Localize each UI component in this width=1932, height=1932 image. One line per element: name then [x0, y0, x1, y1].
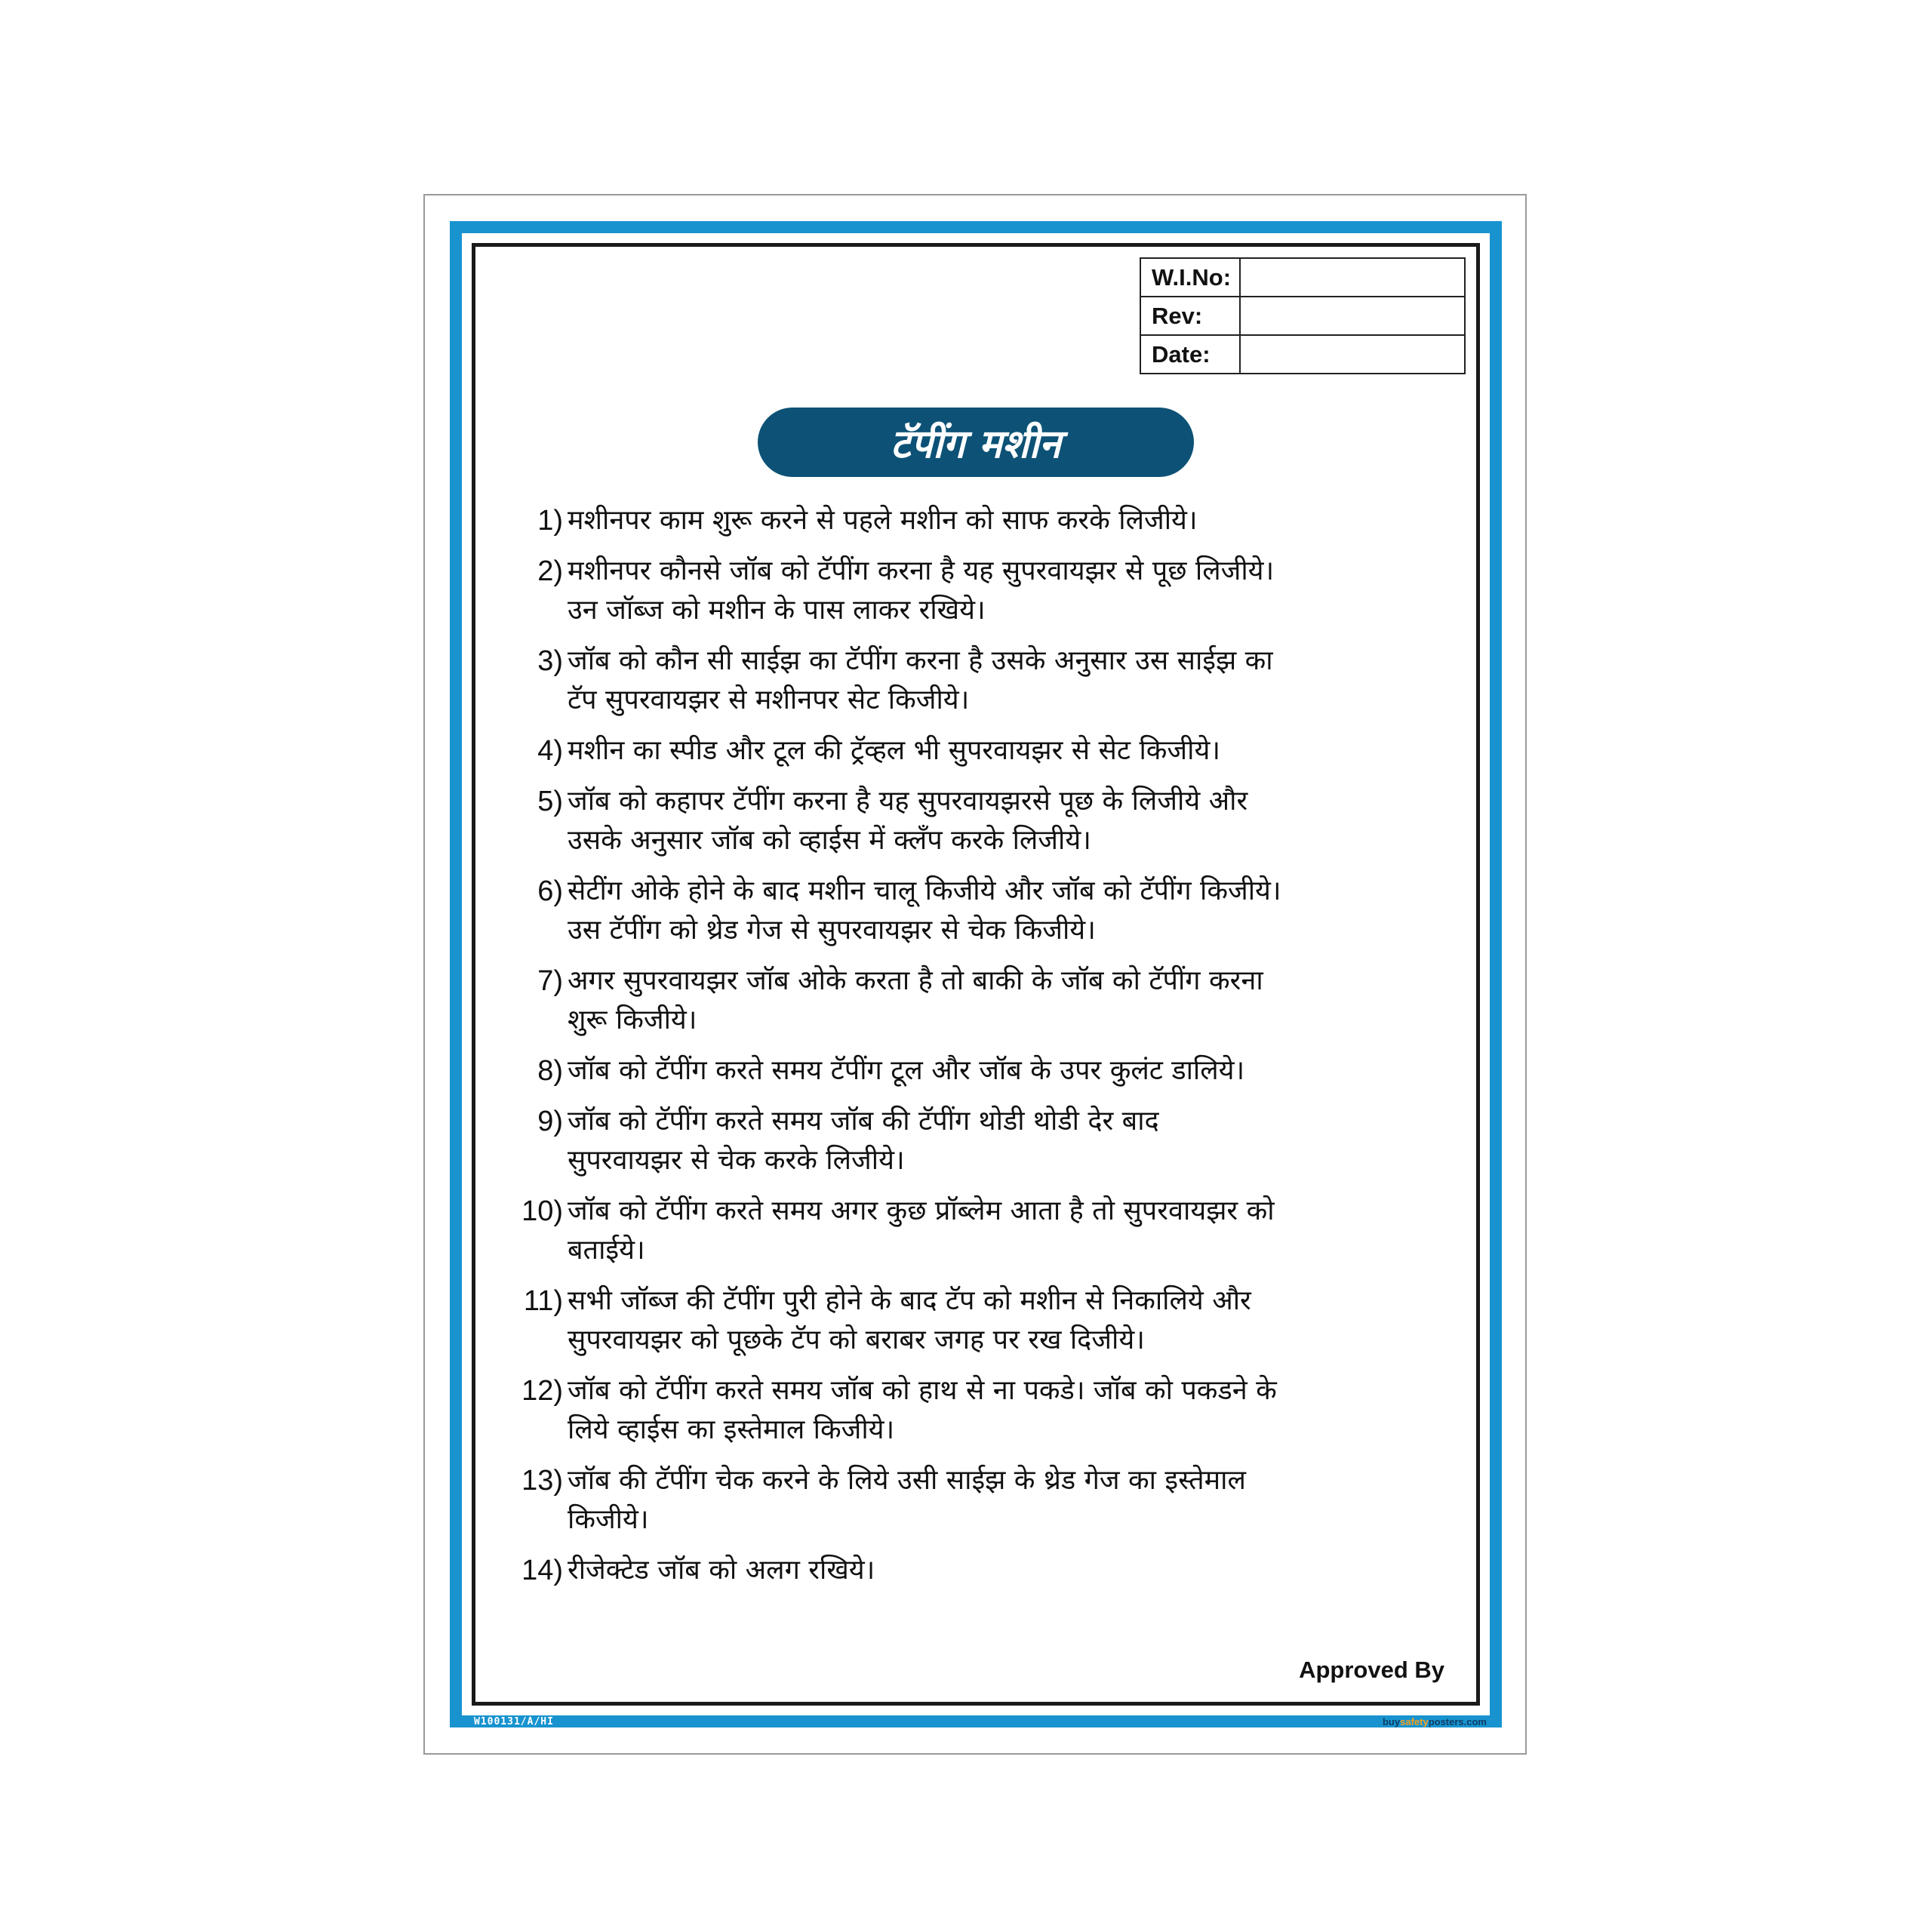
site-suffix: posters.com: [1428, 1716, 1487, 1727]
item-number: 4): [537, 735, 563, 767]
item-number: 14): [521, 1555, 563, 1586]
item-text: मशीनपर काम शुरू करने से पहले मशीन को साफ करके लिजीये।: [568, 505, 1198, 536]
item-text: जॉब को टॅपींग करते समय जॉब की टॅपींग थोडी थोडी देर बाद सुपरवायझर से चेक करके लिजीये।: [568, 1106, 1159, 1176]
instruction-list: [498, 501, 1449, 1601]
list-item: [498, 1371, 1449, 1450]
list-item: [498, 552, 1449, 630]
wi-no-value: [1240, 258, 1465, 297]
date-value: [1240, 335, 1465, 374]
page-title: टॅपींग मशीन: [891, 421, 1061, 467]
date-row: [1140, 335, 1465, 374]
work-instruction-info-table: [1140, 257, 1466, 374]
item-text: मशीन का स्पीड और टूल की ट्रॅव्हल भी सुपरवायझर से सेट किजीये।: [568, 735, 1220, 766]
list-item: [498, 1051, 1449, 1091]
site-prefix: buy: [1382, 1716, 1401, 1727]
item-text: रीजेक्टेड जॉब को अलग रखिये।: [568, 1555, 875, 1586]
item-text: अगर सुपरवायझर जॉब ओके करता है तो बाकी के जॉब को टॅपींग करना शुरू किजीये।: [568, 965, 1263, 1035]
item-number: 2): [537, 555, 563, 587]
item-number: 1): [537, 505, 563, 537]
approved-by-label: Approved By: [1299, 1657, 1444, 1683]
item-number: 3): [537, 645, 563, 677]
list-item: [498, 1461, 1449, 1540]
list-item: [498, 961, 1449, 1040]
item-text: सभी जॉब्ज की टॅपींग पुरी होने के बाद टॅप को मशीन से निकालिये और सुपरवायझर को पूछके टॅप को बराबर जगह पर रख दिजीये।: [568, 1285, 1251, 1355]
item-number: 8): [537, 1055, 563, 1087]
wi-no-label: W.I.No:: [1140, 258, 1240, 297]
item-number: 7): [537, 965, 563, 997]
site-watermark: [1343, 1716, 1487, 1727]
item-text: जॉब को टॅपींग करते समय जॉब को हाथ से ना पकडे। जॉब को पकडने के लिये व्हाईस का इस्तेमाल किजीये।: [568, 1375, 1277, 1445]
list-item: [498, 1192, 1449, 1270]
list-item: [498, 501, 1449, 540]
list-item: [498, 1551, 1449, 1590]
rev-row: [1140, 297, 1465, 335]
item-number: 5): [537, 786, 563, 817]
rev-value: [1240, 297, 1465, 335]
item-number: 9): [537, 1106, 563, 1137]
item-text: जॉब की टॅपींग चेक करने के लिये उसी साईझ के थ्रेड गेज का इस्तेमाल किजीये।: [568, 1465, 1246, 1535]
site-accent: safety: [1400, 1716, 1429, 1727]
list-item: [498, 641, 1449, 720]
item-number: 11): [523, 1285, 563, 1317]
list-item: [498, 782, 1449, 860]
item-text: जॉब को टॅपींग करते समय अगर कुछ प्रॉब्लेम आता है तो सुपरवायझर को बताईये।: [568, 1195, 1275, 1266]
wi-no-row: [1140, 258, 1465, 297]
date-label: Date:: [1140, 335, 1240, 374]
item-number: 13): [521, 1465, 563, 1497]
item-text: सेटींग ओके होने के बाद मशीन चालू किजीये और जॉब को टॅपींग किजीये। उस टॅपींग को थ्रेड गेज से सुपरवायझर से चेक किजीये।: [568, 875, 1281, 946]
rev-label: Rev:: [1140, 297, 1240, 335]
item-text: जॉब को कहापर टॅपींग करना है यह सुपरवायझरसे पूछ के लिजीये और उसके अनुसार जॉब को व्हाईस में क्लॅंप करके लिजीये।: [568, 786, 1248, 856]
list-item: [498, 872, 1449, 950]
list-item: [498, 731, 1449, 771]
document-code: W100131/A/HI: [474, 1716, 554, 1727]
copyright-notice: COPYRIGHT PROTECTED: [1467, 1531, 1475, 1615]
item-number: 12): [521, 1375, 563, 1407]
item-number: 6): [537, 875, 563, 907]
item-text: जॉब को कौन सी साईझ का टॅपींग करना है उसके अनुसार उस साईझ का टॅप सुपरवायझर से मशीनपर सेट किजीये।: [568, 645, 1273, 715]
item-text: जॉब को टॅपींग करते समय टॅपींग टूल और जॉब के उपर कुलंट डालिये।: [568, 1055, 1245, 1086]
item-number: 10): [521, 1195, 563, 1227]
item-text: मशीनपर कौनसे जॉब को टॅपींग करना है यह सुपरवायझर से पूछ लिजीये। उन जॉब्ज को मशीन के पास लाकर रखिये।: [568, 555, 1275, 626]
title-banner: [758, 408, 1194, 477]
list-item: [498, 1281, 1449, 1360]
list-item: [498, 1102, 1449, 1180]
